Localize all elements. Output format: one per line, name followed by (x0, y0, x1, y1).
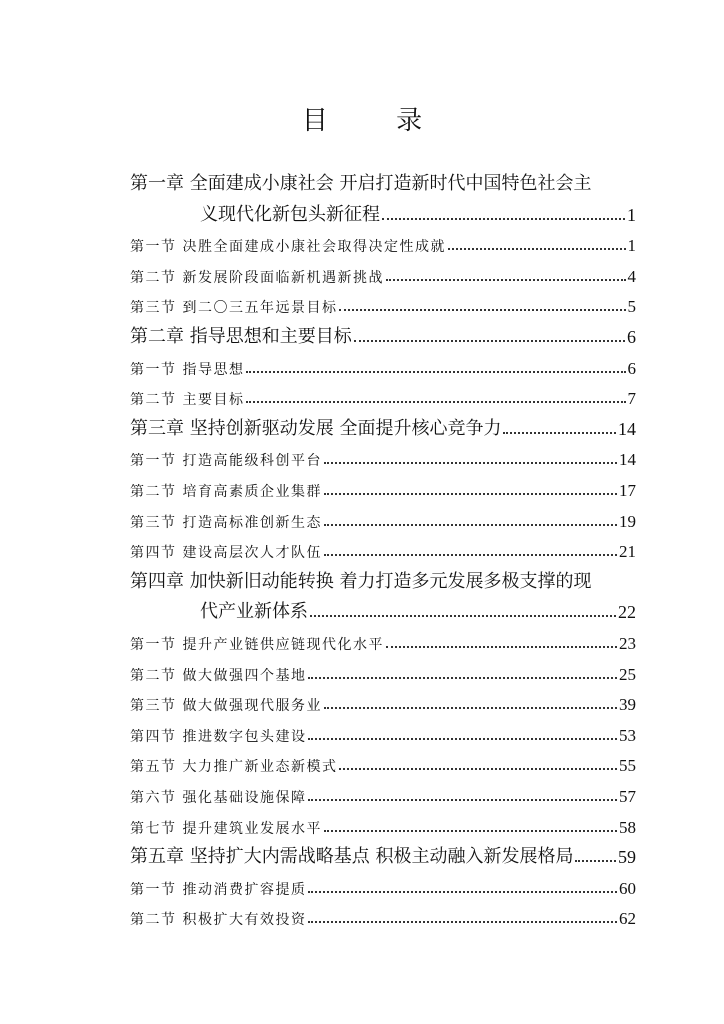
toc-chapter-entry[interactable] (130, 320, 636, 348)
toc-chapter-title[interactable]: 第四章 加快新旧动能转换 着力打造多元发展多极支撑的现 (130, 570, 592, 592)
toc-section-entry[interactable] (130, 779, 636, 807)
dot-leader (503, 432, 616, 434)
toc-entry-label: 第七节 提升建筑业发展水平 (130, 820, 322, 837)
toc-page-number: 60 (619, 878, 636, 898)
toc-entry-label: 义现代化新包头新征程 (200, 203, 380, 225)
dot-leader (386, 646, 617, 648)
toc-section-entry[interactable] (130, 901, 636, 929)
toc-entry-label: 第四节 推进数字包头建设 (130, 728, 307, 745)
toc-section-entry[interactable] (130, 626, 636, 654)
toc-chapter-entry[interactable] (130, 198, 636, 226)
dot-leader (324, 462, 617, 464)
toc-chapter-entry[interactable] (130, 595, 636, 623)
toc-entry-label: 第二章 指导思想和主要目标 (130, 326, 352, 347)
dot-leader (308, 677, 617, 679)
toc-page-number: 1 (627, 236, 636, 256)
toc-entry-label: 第三章 坚持创新驱动发展 全面提升核心竞争力 (130, 417, 502, 439)
toc-page-number: 59 (618, 847, 636, 868)
page-title: 目 录 (301, 106, 453, 136)
toc-entry-label: 第六节 强化基础设施保障 (130, 790, 307, 806)
toc-entry-label: 代产业新体系 (200, 601, 308, 623)
toc-section-entry[interactable] (130, 381, 636, 409)
dot-leader (339, 309, 625, 311)
toc-entry-label: 第四节 建设高层次人才队伍 (130, 545, 322, 562)
toc-chapter-entry[interactable] (130, 412, 636, 440)
toc-entry-label: 第三节 到二〇三五年远景目标 (130, 300, 338, 317)
toc-entry-label: 第二节 培育高素质企业集群 (130, 484, 322, 500)
toc-section-entry[interactable] (130, 657, 636, 685)
toc-page-number: 39 (619, 695, 636, 715)
dot-leader (324, 707, 617, 709)
toc-page-number: 53 (619, 725, 636, 745)
dot-leader (308, 738, 617, 740)
toc-page-number: 17 (619, 481, 636, 500)
dot-leader (324, 830, 617, 832)
toc-section-entry[interactable] (130, 534, 636, 562)
toc-page-number: 21 (619, 542, 636, 562)
toc-page-number: 58 (619, 817, 636, 837)
dot-leader (308, 921, 617, 923)
dot-leader (308, 891, 617, 893)
toc-section-entry[interactable] (130, 351, 636, 379)
toc-page-number: 22 (618, 602, 636, 623)
toc-section-entry[interactable] (130, 289, 636, 317)
toc-section-entry[interactable] (130, 871, 636, 899)
dot-leader (310, 615, 616, 617)
dot-leader (448, 248, 626, 250)
dot-leader (246, 371, 625, 373)
toc-page-number: 62 (619, 909, 636, 929)
toc-page-number: 14 (619, 450, 636, 470)
dot-leader (324, 524, 617, 526)
toc-page-number: 1 (627, 204, 636, 225)
dot-leader (386, 279, 626, 281)
dot-leader (339, 768, 617, 770)
toc-page-number: 57 (619, 787, 636, 806)
toc-chapter-title[interactable]: 第一章 全面建成小康社会 开启打造新时代中国特色社会主 (130, 173, 592, 194)
dot-leader (382, 218, 625, 220)
toc-entry-label: 第三节 做大做强现代服务业 (130, 698, 322, 715)
toc-entry-label: 第一节 推动消费扩容提质 (130, 881, 307, 898)
toc-page-number: 6 (627, 327, 636, 347)
dot-leader (354, 340, 625, 342)
toc-page-number: 6 (627, 358, 636, 378)
toc-section-entry[interactable] (130, 442, 636, 470)
toc-entry-label: 第一节 指导思想 (130, 361, 245, 378)
toc-page-number: 7 (627, 389, 636, 409)
toc-entry-label: 第一节 打造高能级科创平台 (130, 453, 322, 470)
toc-entry-label: 第五章 坚持扩大内需战略基点 积极主动融入新发展格局 (130, 846, 574, 868)
toc-page-number: 19 (619, 511, 636, 531)
toc-section-entry[interactable] (130, 259, 636, 287)
toc-page-number: 4 (627, 266, 636, 286)
toc-entry-label: 第五节 大力推广新业态新模式 (130, 759, 338, 776)
toc-entry-label: 第一节 决胜全面建成小康社会取得决定性成就 (130, 239, 446, 256)
toc-entry-label: 第二节 主要目标 (130, 392, 245, 409)
toc-entry-label: 第一节 提升产业链供应链现代化水平 (130, 637, 384, 653)
toc-section-entry[interactable] (130, 504, 636, 532)
toc-section-entry[interactable] (130, 748, 636, 776)
toc-page-number: 14 (618, 418, 636, 439)
dot-leader (324, 493, 617, 495)
toc-section-entry[interactable] (130, 718, 636, 746)
toc-entry-label: 第二节 新发展阶段面临新机遇新挑战 (130, 269, 384, 286)
toc-section-entry[interactable] (130, 810, 636, 838)
toc-section-entry[interactable] (130, 687, 636, 715)
dot-leader (246, 401, 625, 403)
dot-leader (324, 554, 617, 556)
toc-section-entry[interactable] (130, 473, 636, 501)
toc-entry-label: 第二节 积极扩大有效投资 (130, 912, 307, 929)
toc-page-number: 25 (619, 664, 636, 684)
toc-entry-label: 第二节 做大做强四个基地 (130, 667, 307, 684)
dot-leader (308, 799, 617, 801)
toc-page-number: 23 (619, 634, 636, 653)
toc-section-entry[interactable] (130, 228, 636, 256)
toc-page-number: 55 (619, 756, 636, 776)
toc-entry-label: 第三节 打造高标准创新生态 (130, 514, 322, 531)
toc-chapter-entry[interactable] (130, 840, 636, 868)
dot-leader (575, 860, 616, 862)
toc-page-number: 5 (627, 297, 636, 317)
